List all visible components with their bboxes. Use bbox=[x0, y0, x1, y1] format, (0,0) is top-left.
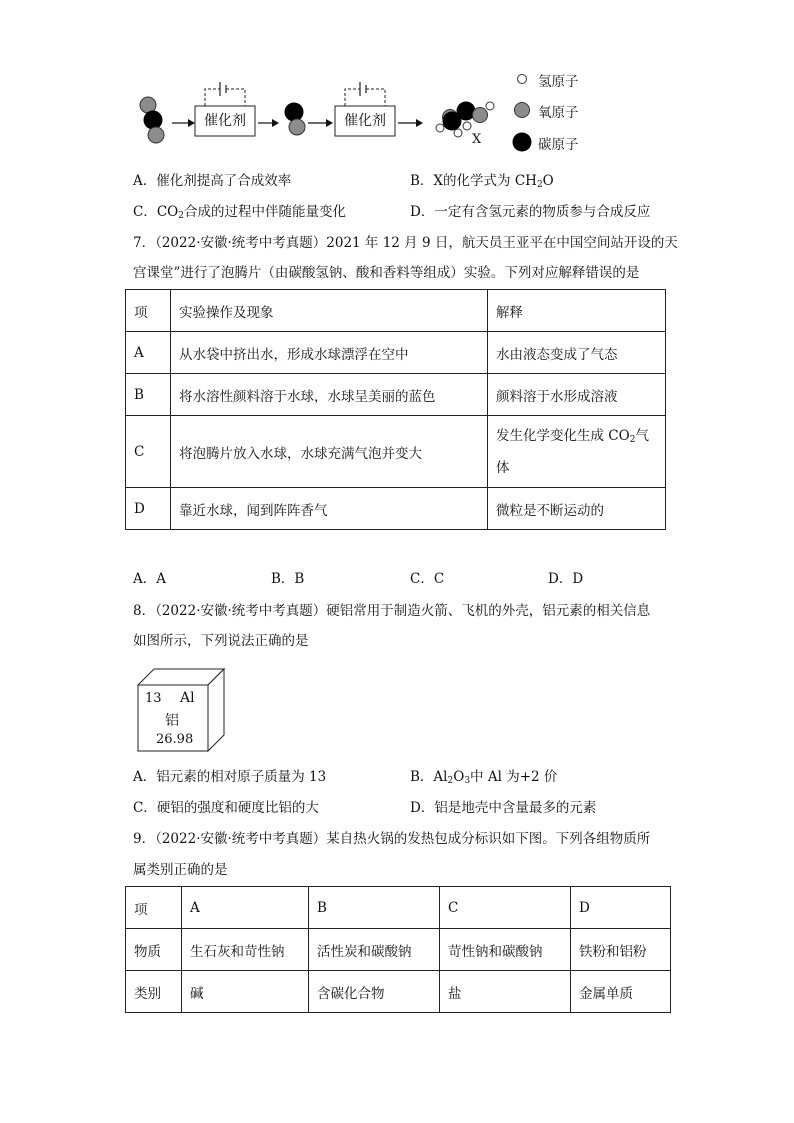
q9-cell: 活性炭和碳酸钠 bbox=[309, 929, 440, 971]
q9-header-c: C bbox=[440, 887, 571, 929]
q8-stem-line2: 如图所示，下列说法正确的是 bbox=[133, 633, 309, 649]
table-row bbox=[126, 416, 666, 488]
q7-cell-exp: 颜料溶于水形成溶液 bbox=[488, 374, 666, 416]
element-name: 铝 bbox=[165, 713, 179, 729]
q7-header-item: 项 bbox=[126, 290, 171, 332]
q7-cell-item: A bbox=[126, 332, 171, 374]
q7-cell-item: D bbox=[126, 488, 171, 530]
q7-table bbox=[125, 289, 666, 530]
molecule-co2 bbox=[140, 97, 164, 143]
element-mass: 26.98 bbox=[156, 732, 194, 747]
q8-option-b: B．$Al_2O_3$中 Al 为+2 价 bbox=[410, 769, 558, 786]
q8-option-c: C．硬铝的强度和硬度比铝的大 bbox=[133, 800, 319, 816]
q9-cell: 物质 bbox=[126, 929, 182, 971]
q9-cell: 铁粉和铝粉 bbox=[571, 929, 671, 971]
q7-cell-exp: 水由液态变成了气态 bbox=[488, 332, 666, 374]
q6-option-a: A．催化剂提高了合成效率 bbox=[133, 173, 292, 189]
table-row bbox=[126, 488, 666, 530]
q7-option-a: A．A bbox=[133, 571, 166, 587]
q9-table bbox=[125, 886, 671, 1013]
catalyst-label-2: 催化剂 bbox=[344, 113, 386, 129]
q7-cell-exp: 微粒是不断运动的 bbox=[488, 488, 666, 530]
q7-option-c: C．C bbox=[410, 571, 445, 587]
q7-header-op: 实验操作及现象 bbox=[171, 290, 488, 332]
q7-cell-item: B bbox=[126, 374, 171, 416]
q7-cell-op: 从水袋中挤出水，形成水球漂浮在空中 bbox=[171, 332, 488, 374]
table-row bbox=[126, 971, 671, 1013]
q7-cell-item: C bbox=[126, 416, 171, 488]
x-label: X bbox=[472, 132, 482, 147]
element-symbol: Al bbox=[180, 690, 195, 706]
q7-header-exp: 解释 bbox=[488, 290, 666, 332]
q7-cell-op: 将水溶性颜料溶于水球，水球呈美丽的蓝色 bbox=[171, 374, 488, 416]
q9-cell: 苛性钠和碳酸钠 bbox=[440, 929, 571, 971]
legend-carbon-label: 碳原子 bbox=[538, 137, 579, 153]
q9-cell: 碱 bbox=[182, 971, 309, 1013]
q9-header-item: 项 bbox=[126, 887, 182, 929]
legend-oxygen-label: 氧原子 bbox=[538, 105, 579, 121]
q7-cell-op: 靠近水球，闻到阵阵香气 bbox=[171, 488, 488, 530]
q9-header-a: A bbox=[182, 887, 309, 929]
q9-cell: 盐 bbox=[440, 971, 571, 1013]
q9-header-b: B bbox=[309, 887, 440, 929]
legend-oxygen-icon bbox=[515, 103, 530, 118]
catalyst-label-1: 催化剂 bbox=[204, 113, 246, 129]
q7-option-d: D．D bbox=[548, 571, 584, 587]
q9-stem-line2: 属类别正确的是 bbox=[133, 862, 228, 878]
q7-stem-line2: 宫课堂”进行了泡腾片（由碳酸氢钠、酸和香料等组成）实验。下列对应解释错误的是 bbox=[133, 265, 640, 281]
table-row bbox=[126, 374, 666, 416]
element-number: 13 bbox=[145, 691, 162, 706]
q8-stem-line1: 8．（2022·安徽·统考中考真题）硬铝常用于制造火箭、飞机的外壳，铝元素的相关信息 bbox=[133, 603, 651, 619]
legend-hydrogen-icon bbox=[518, 75, 527, 84]
q7-cell-exp: 发生化学变化生成 $CO_2$气 体 bbox=[488, 416, 666, 488]
legend-carbon-icon bbox=[513, 133, 532, 152]
q9-stem-line1: 9．（2022·安徽·统考中考真题）某自热火锅的发热包成分标识如下图。下列各组物质所 bbox=[133, 831, 651, 847]
table-row bbox=[126, 290, 666, 332]
q9-header-d: D bbox=[571, 887, 671, 929]
q9-cell: 含碳化合物 bbox=[309, 971, 440, 1013]
q7-option-b: B．B bbox=[271, 571, 305, 587]
table-row bbox=[126, 887, 671, 929]
table-row bbox=[126, 929, 671, 971]
q9-cell: 类别 bbox=[126, 971, 182, 1013]
q9-cell: 金属单质 bbox=[571, 971, 671, 1013]
molecule-x bbox=[436, 102, 494, 138]
table-row bbox=[126, 332, 666, 374]
q9-cell: 生石灰和苛性钠 bbox=[182, 929, 309, 971]
q7-cell-op: 将泡腾片放入水球，水球充满气泡并变大 bbox=[171, 416, 488, 488]
q6-option-c: C．$CO_2$合成的过程中伴随能量变化 bbox=[133, 204, 346, 221]
q6-option-b: B．X的化学式为 $CH_2O$ bbox=[410, 173, 554, 190]
q8-option-a: A．铝元素的相对原子质量为 13 bbox=[133, 769, 327, 785]
q6-option-d: D．一定有含氢元素的物质参与合成反应 bbox=[410, 204, 651, 220]
molecule-co bbox=[285, 103, 306, 136]
q7-stem-line1: 7．（2022·安徽·统考中考真题）2021 年 12 月 9 日，航天员王亚平在中国空间站开设的天 bbox=[133, 235, 678, 251]
q8-option-d: D．铝是地壳中含量最多的元素 bbox=[410, 800, 597, 816]
legend-hydrogen-label: 氢原子 bbox=[538, 74, 579, 90]
